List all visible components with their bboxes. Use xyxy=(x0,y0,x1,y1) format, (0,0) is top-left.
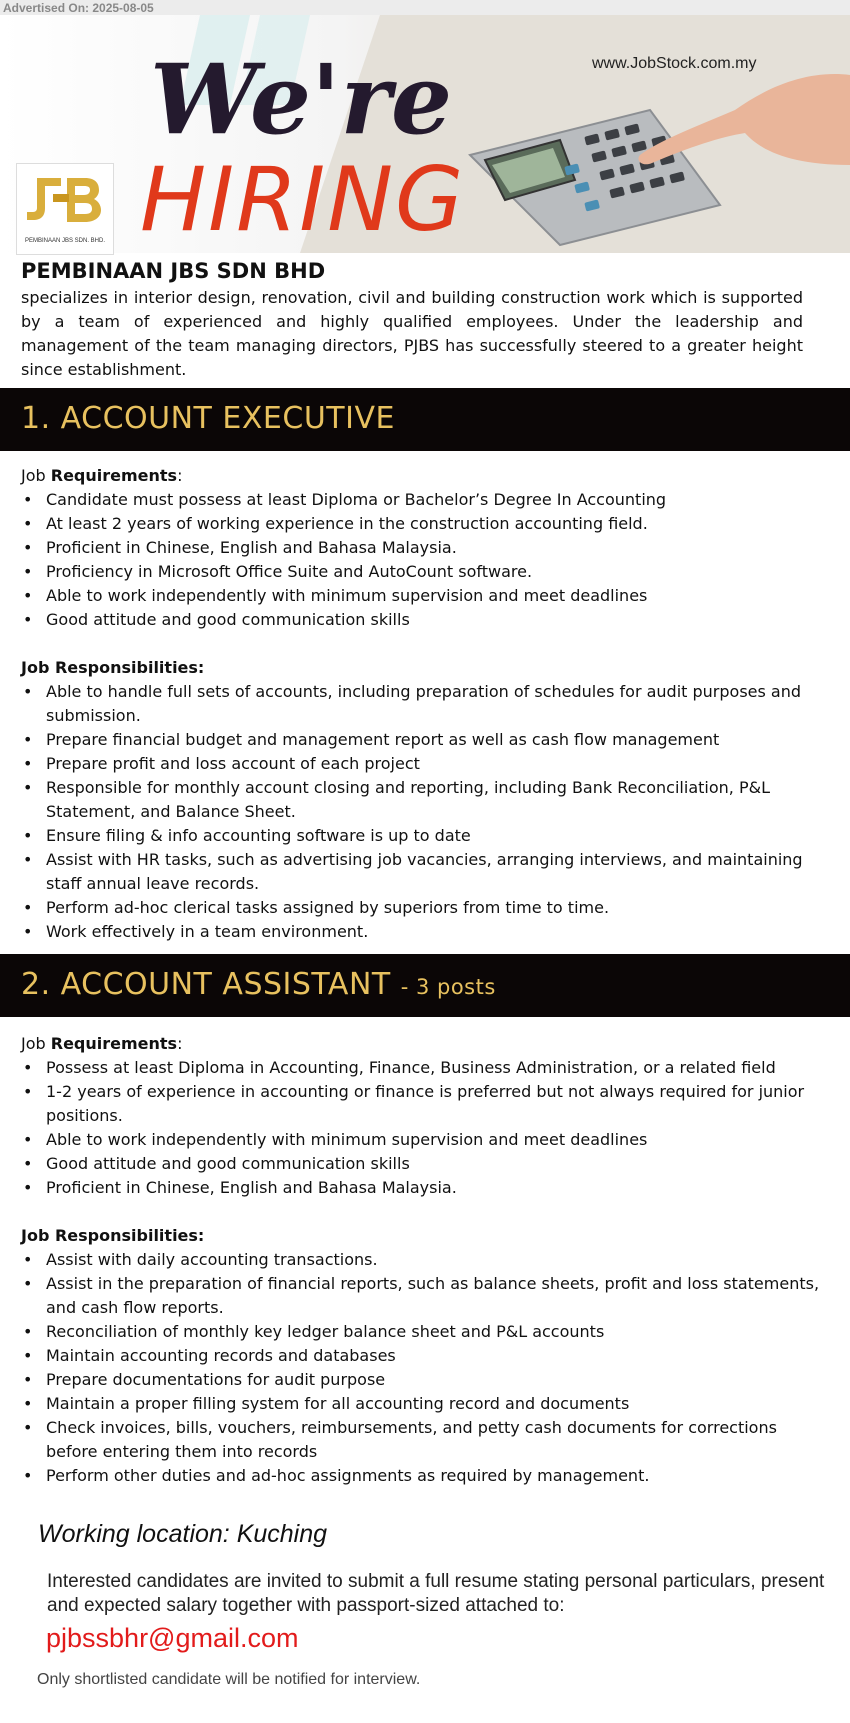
job1-requirements-heading xyxy=(21,464,821,488)
jbs-logo-icon xyxy=(17,164,113,236)
list-item: • Ensure filing & info accounting software is up to date xyxy=(21,824,821,848)
job1-responsibilities-list xyxy=(21,680,821,944)
list-item: • Able to handle full sets of accounts, including preparation of schedules for audit purposes and submission. xyxy=(21,680,821,728)
list-item: • Maintain a proper filling system for all accounting record and documents xyxy=(21,1392,821,1416)
list-item: • Able to work independently with minimum supervision and meet deadlines xyxy=(21,584,821,608)
apply-instructions: Interested candidates are invited to submit a full resume stating personal particulars, present and expected salary together with passport-sized attached to: xyxy=(47,1571,825,1616)
list-item: • Proficient in Chinese, English and Bahasa Malaysia. xyxy=(21,1176,821,1200)
banner-line2: HIRING xyxy=(140,148,466,251)
list-item: • Assist with HR tasks, such as advertising job vacancies, arranging interviews, and maintaining staff annual leave records. xyxy=(21,848,821,896)
banner-art xyxy=(0,15,850,253)
company-description: specializes in interior design, renovation, civil and building construction work which is supported by a team of experienced and highly qualified employees. Under the leadership and management of the team managing directors, PJBS has successfully steered to a greater height since establishment. xyxy=(21,288,803,379)
req-label-prefix: Job xyxy=(21,466,51,485)
company-name: PEMBINAAN JBS SDN BHD xyxy=(21,259,326,283)
job2-responsibilities-heading xyxy=(21,1224,821,1248)
req-label-suffix: : xyxy=(177,1034,183,1053)
list-item: • Good attitude and good communication skills xyxy=(21,608,821,632)
list-item: • Assist with daily accounting transactions. xyxy=(21,1248,821,1272)
job1-details xyxy=(21,464,821,944)
list-item: • Prepare financial budget and management report as well as cash flow management xyxy=(21,728,821,752)
list-item: • Responsible for monthly account closing and reporting, including Bank Reconciliation, P&L Statement, and Balance Sheet. xyxy=(21,776,821,824)
working-location: Working location: Kuching xyxy=(38,1520,328,1548)
list-item: • Check invoices, bills, vouchers, reimbursements, and petty cash documents for corrections before entering them into records xyxy=(21,1416,821,1464)
hiring-banner xyxy=(0,15,850,253)
shortlist-note: Only shortlisted candidate will be notified for interview. xyxy=(37,1671,421,1688)
list-item: • Reconciliation of monthly key ledger balance sheet and P&L accounts xyxy=(21,1320,821,1344)
list-item: • Good attitude and good communication skills xyxy=(21,1152,821,1176)
list-item: • Perform ad-hoc clerical tasks assigned by superiors from time to time. xyxy=(21,896,821,920)
list-item: • Candidate must possess at least Diploma or Bachelor’s Degree In Accounting xyxy=(21,488,821,512)
list-item: • Proficient in Chinese, English and Bahasa Malaysia. xyxy=(21,536,821,560)
banner-line1: We're xyxy=(150,43,453,156)
list-item: • Perform other duties and ad-hoc assignments as required by management. xyxy=(21,1464,821,1488)
job1-responsibilities-heading xyxy=(21,656,821,680)
list-item: • Able to work independently with minimum supervision and meet deadlines xyxy=(21,1128,821,1152)
job2-title: 2. ACCOUNT ASSISTANT xyxy=(21,967,391,1002)
company-logo xyxy=(16,163,114,255)
advertised-date-bar xyxy=(0,0,850,15)
job1-requirements-list xyxy=(21,488,821,632)
req-label-bold: Requirements xyxy=(50,466,178,485)
job1-title: 1. ACCOUNT EXECUTIVE xyxy=(21,401,395,436)
list-item: • At least 2 years of working experience in the construction accounting field. xyxy=(21,512,821,536)
logo-caption: PEMBINAAN JBS SDN. BHD. xyxy=(24,238,105,244)
list-item: • Work effectively in a team environment. xyxy=(21,920,821,944)
list-item: • Proficiency in Microsoft Office Suite and AutoCount software. xyxy=(21,560,821,584)
job2-title-row xyxy=(21,967,496,1002)
job2-posts: - 3 posts xyxy=(400,975,496,999)
website-url: www.JobStock.com.my xyxy=(592,55,757,72)
req-label-bold: Requirements xyxy=(50,1034,178,1053)
list-item: • Possess at least Diploma in Accounting, Finance, Business Administration, or a related field xyxy=(21,1056,821,1080)
list-item: • Prepare profit and loss account of each project xyxy=(21,752,821,776)
resp-label: Job Responsibilities: xyxy=(21,1226,205,1245)
req-label-suffix: : xyxy=(177,466,183,485)
job2-responsibilities-list xyxy=(21,1248,821,1488)
list-item: • Assist in the preparation of financial reports, such as balance sheets, profit and loss statements, and cash flow reports. xyxy=(21,1272,821,1320)
advertised-date: Advertised On: 2025-08-05 xyxy=(3,1,154,15)
job1-header xyxy=(0,388,850,451)
contact-email[interactable]: pjbssbhr@gmail.com xyxy=(46,1623,299,1653)
job2-requirements-list xyxy=(21,1056,821,1200)
resp-label: Job Responsibilities: xyxy=(21,658,205,677)
list-item: • 1-2 years of experience in accounting or finance is preferred but not always required for junior positions. xyxy=(21,1080,821,1128)
job2-details xyxy=(21,1032,821,1488)
list-item: • Maintain accounting records and databases xyxy=(21,1344,821,1368)
req-label-prefix: Job xyxy=(21,1034,51,1053)
list-item: • Prepare documentations for audit purpose xyxy=(21,1368,821,1392)
job2-header xyxy=(0,954,850,1017)
job2-requirements-heading xyxy=(21,1032,821,1056)
